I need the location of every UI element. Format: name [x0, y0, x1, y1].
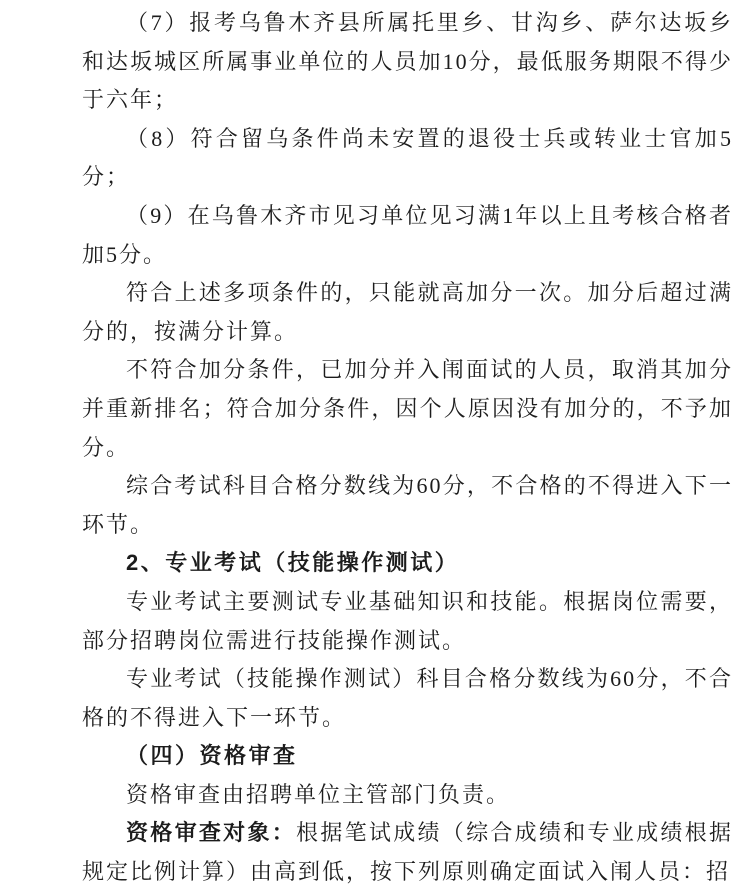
paragraph-comprehensive-pass-line: 综合考试科目合格分数线为60分，不合格的不得进入下一环节。: [82, 473, 733, 537]
paragraph-bonus-rule-8: （8）符合留乌条件尚未安置的退役士兵或转业士官加5分；: [82, 125, 733, 190]
review-target-text: 根据笔试成绩（综合成绩和专业成绩根据规定比例计算）由高到低，按下列原则确定面试入闱人员：招: [82, 820, 733, 885]
paragraph-bonus-cap-rule: 符合上述多项条件的，只能就高加分一次。加分后超过满分的，按满分计算。: [82, 280, 733, 344]
paragraph-bonus-cancel-rule: 不符合加分条件，已加分并入闱面试的人员，取消其加分并重新排名；符合加分条件，因个人原因没有加分的，不予加分。: [82, 357, 733, 460]
section-heading-qualification-review: （四）资格审查: [126, 743, 298, 769]
section-heading-professional-exam: 2、专业考试（技能操作测试）: [126, 550, 460, 576]
paragraph-review-target: [82, 814, 733, 891]
paragraph-professional-exam-desc: 专业考试主要测试专业基础知识和技能。根据岗位需要，部分招聘岗位需进行技能操作测试。: [82, 588, 733, 653]
paragraph-review-responsibility: 资格审查由招聘单位主管部门负责。: [126, 781, 511, 807]
review-target-label: 资格审查对象：: [126, 820, 297, 846]
paragraph-professional-pass-line: 专业考试（技能操作测试）科目合格分数线为60分，不合格的不得进入下一环节。: [82, 666, 733, 730]
paragraph-bonus-rule-9: （9）在乌鲁木齐市见习单位见习满1年以上且考核合格者加5分。: [82, 202, 733, 267]
paragraph-bonus-rule-7: （7）报考乌鲁木齐县所属托里乡、甘沟乡、萨尔达坂乡和达坂城区所属事业单位的人员加10分，最低服务期限不得少于六年；: [82, 10, 733, 113]
